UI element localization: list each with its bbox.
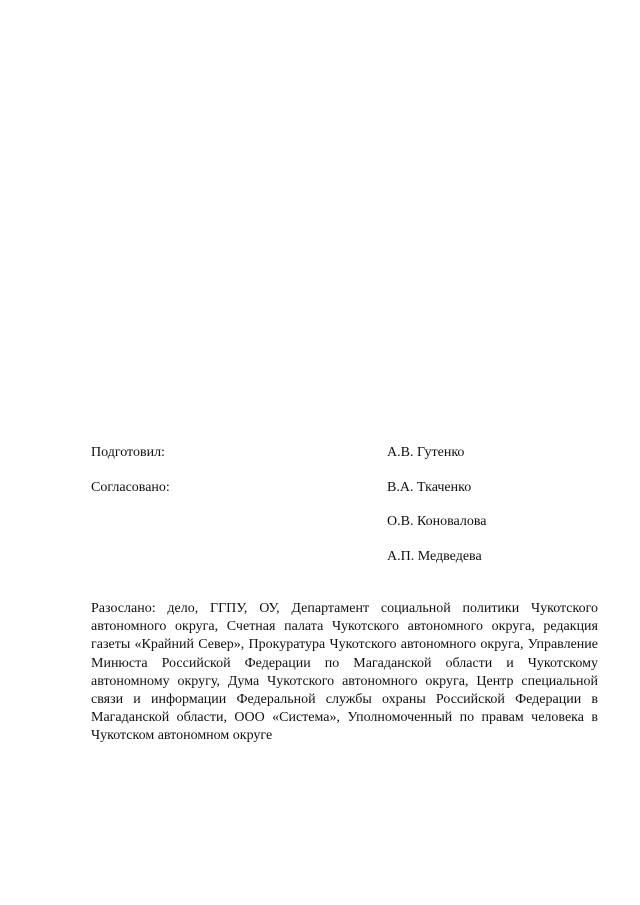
signature-block [91,443,601,581]
prepared-by-label: Подготовил: [91,445,165,460]
agreed-name-1: В.А. Ткаченко [387,479,472,495]
distribution-list: Разослано: дело, ГГПУ, ОУ, Департамент социальной политики Чукотского автономного округа, Счетная палата Чукотского автономного округа, редакция газеты «Крайний Север», Прокуратура Чукотского автономного округа, Управление Минюста Российской Федерации по Магаданской области и Чукотскому автономному округу, Дума Чукотского автономного округа, Центр специальной связи и информации Федеральной службы охраны Российской Федерации в Магаданской области, ООО «Система», Уполномоченный по правам человека в Чукотском автономном округе [91,601,598,744]
signature-row-prepared [91,443,601,478]
signature-row-agreed-3 [91,547,601,582]
signature-row-agreed [91,478,601,513]
agreed-name-2: О.В. Коновалова [387,514,487,530]
agreed-name-3: А.П. Медведева [387,548,482,564]
prepared-by-name: А.В. Гутенко [387,445,465,460]
signature-row-agreed-2 [91,512,601,547]
agreed-label: Согласовано: [91,479,170,495]
